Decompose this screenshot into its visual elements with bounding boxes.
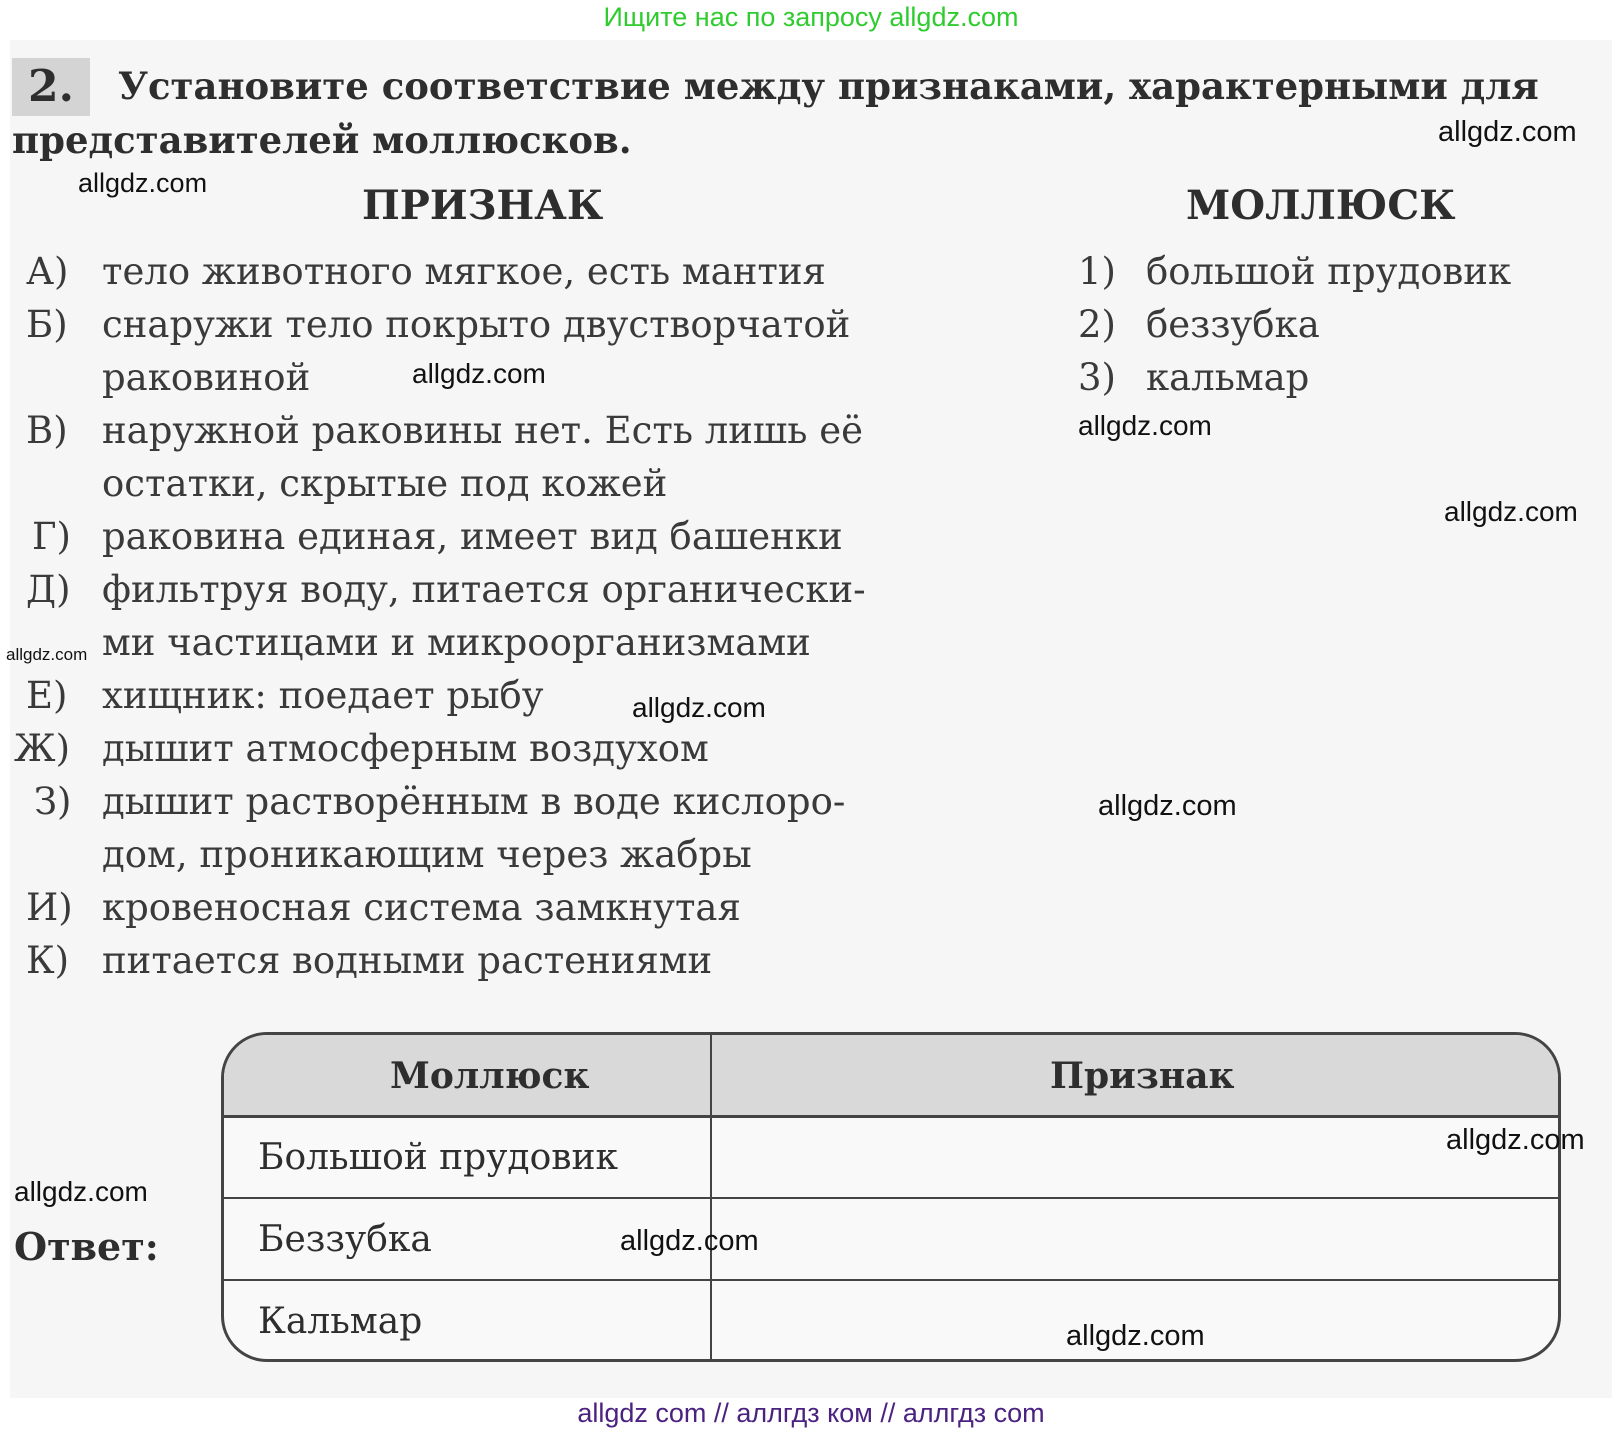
answer-col-mollusk: Моллюск bbox=[390, 1055, 590, 1097]
watermark: allgdz.com bbox=[1444, 496, 1578, 527]
task-text-line-2: представителей моллюсков. bbox=[12, 118, 632, 162]
watermark: allgdz.com bbox=[14, 1176, 148, 1207]
feature-letter: З) bbox=[34, 780, 72, 823]
feature-text: дышит растворённым в воде кислоро- bbox=[102, 780, 846, 823]
feature-letter: А) bbox=[26, 250, 69, 293]
feature-letter: Д) bbox=[26, 568, 71, 611]
answer-row-mollusk: Беззубка bbox=[258, 1219, 432, 1260]
watermark: allgdz.com bbox=[1098, 790, 1237, 822]
task-number: 2. bbox=[12, 58, 90, 116]
feature-text: дышит атмосферным воздухом bbox=[102, 727, 709, 770]
watermark: allgdz.com bbox=[412, 358, 546, 389]
feature-text: раковина единая, имеет вид башенки bbox=[102, 515, 843, 558]
answer-col-feature: Признак bbox=[1050, 1055, 1235, 1097]
answer-table-row-line bbox=[224, 1279, 1558, 1281]
feature-text: фильтруя воду, питается органически- bbox=[102, 568, 866, 611]
feature-text: ми частицами и микроорганизмами bbox=[102, 621, 811, 664]
feature-letter: Б) bbox=[26, 303, 68, 346]
watermark: allgdz.com bbox=[632, 692, 766, 723]
answer-table-row-line bbox=[224, 1197, 1558, 1199]
mollusk-number: 1) bbox=[1078, 250, 1116, 293]
feature-letter: И) bbox=[26, 886, 73, 929]
feature-letter: Е) bbox=[26, 674, 68, 717]
watermark: allgdz.com bbox=[78, 168, 208, 198]
feature-text: остатки, скрытые под кожей bbox=[102, 462, 668, 505]
feature-text: кровеносная система замкнутая bbox=[102, 886, 741, 929]
answer-row-mollusk: Большой прудовик bbox=[258, 1137, 618, 1178]
answer-row-mollusk: Кальмар bbox=[258, 1301, 423, 1342]
watermark: allgdz.com bbox=[1446, 1124, 1585, 1156]
top-banner: Ищите нас по запросу allgdz.com bbox=[603, 2, 1019, 32]
feature-text: дом, проникающим через жабры bbox=[102, 833, 752, 876]
feature-letter: Г) bbox=[32, 515, 71, 558]
mollusk-number: 3) bbox=[1078, 356, 1116, 399]
mollusk-column-header: МОЛЛЮСК bbox=[1186, 182, 1456, 229]
answer-table bbox=[221, 1032, 1561, 1362]
feature-letter: К) bbox=[26, 939, 70, 982]
watermark: allgdz.com bbox=[620, 1225, 759, 1257]
mollusk-name: кальмар bbox=[1146, 356, 1310, 399]
feature-text: питается водными растениями bbox=[102, 939, 713, 982]
feature-text: хищник: поедает рыбу bbox=[102, 674, 544, 717]
watermark: allgdz.com bbox=[1066, 1320, 1205, 1352]
watermark: allgdz.com bbox=[6, 645, 88, 664]
feature-column-header: ПРИЗНАК bbox=[362, 182, 604, 229]
feature-text: тело животного мягкое, есть мантия bbox=[102, 250, 826, 293]
feature-text: наружной раковины нет. Есть лишь её bbox=[102, 409, 863, 452]
answer-label: Ответ: bbox=[14, 1224, 159, 1269]
mollusk-number: 2) bbox=[1078, 303, 1116, 346]
task-text-line-1: Установите соответствие между признаками, характерными для bbox=[118, 64, 1539, 108]
mollusk-name: большой прудовик bbox=[1146, 250, 1512, 293]
feature-text: раковиной bbox=[102, 356, 311, 399]
feature-letter: В) bbox=[26, 409, 68, 452]
answer-row-feature-field[interactable] bbox=[744, 1137, 1524, 1177]
mollusk-name: беззубка bbox=[1146, 303, 1320, 346]
watermark: allgdz.com bbox=[1078, 410, 1212, 441]
feature-text: снаружи тело покрыто двустворчатой bbox=[102, 303, 851, 346]
feature-letter: Ж) bbox=[14, 727, 71, 770]
answer-row-feature-field[interactable] bbox=[744, 1219, 1524, 1259]
watermark: allgdz.com bbox=[1438, 116, 1577, 148]
bottom-banner: allgdz com // аллгдз ком // аллгдз com bbox=[577, 1398, 1045, 1428]
